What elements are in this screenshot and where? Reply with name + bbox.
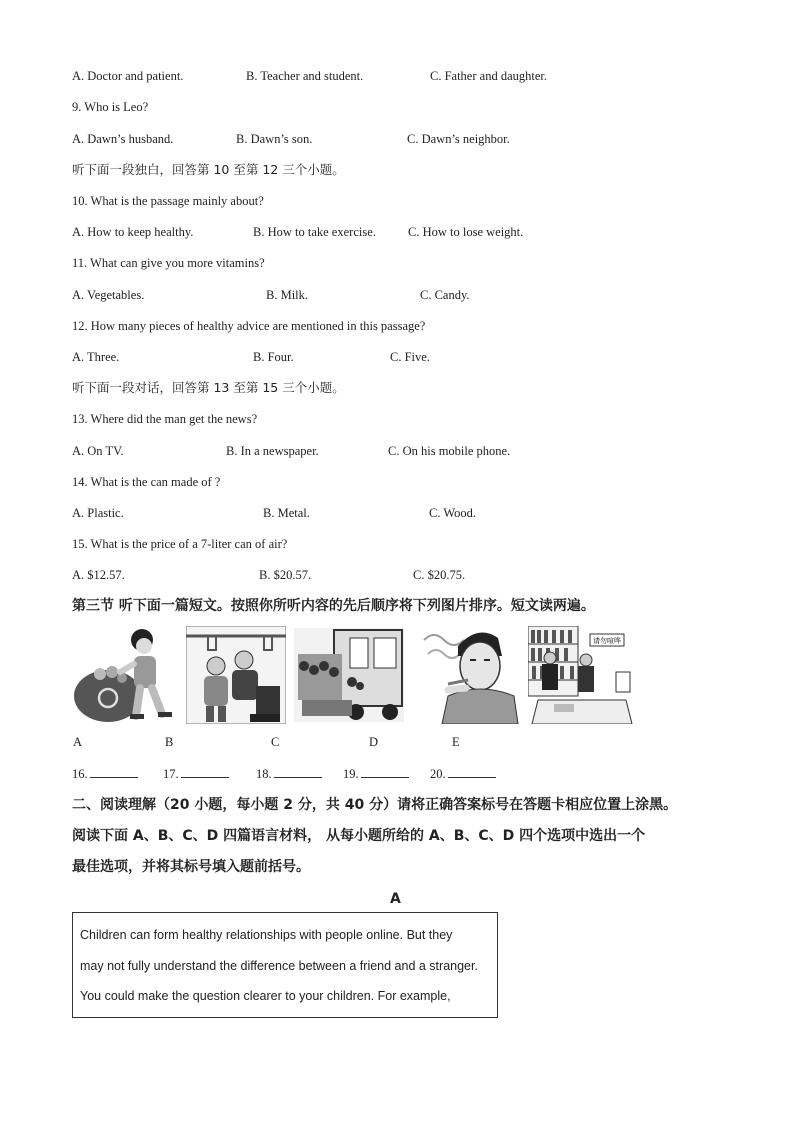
q14-stem: 14. What is the can made of ? xyxy=(72,475,221,489)
q13-option-b: B. In a newspaper. xyxy=(226,444,319,458)
answer-blank-17[interactable] xyxy=(163,766,229,782)
passage-label: A xyxy=(390,891,401,907)
q15-option-a: A. $12.57. xyxy=(72,568,125,582)
q8-option-b: B. Teacher and student. xyxy=(246,69,364,83)
section-note-dialogue: 听下面一段对话，回答第 13 至第 15 三个小题。 xyxy=(72,380,345,395)
part2-heading: 二、阅读理解（20 小题，每小题 2 分，共 40 分）请将正确答案标号在答题卡相应位置上涂黑。 xyxy=(72,797,678,813)
q12-option-b: B. Four. xyxy=(253,350,294,364)
picture-label-a: A xyxy=(73,735,83,749)
blank-number: 16. xyxy=(72,767,88,781)
part2-instruction-1: 阅读下面 A、B、C、D 四篇语言材料， 从每小题所给的 A、B、C、D 四个选项中选出一个 xyxy=(72,828,646,844)
q11-option-c: C. Candy. xyxy=(420,288,470,302)
picture-e-library xyxy=(528,626,636,724)
q9-stem: 9. Who is Leo? xyxy=(72,100,149,114)
answer-blank-20[interactable] xyxy=(430,766,496,782)
picture-a-recycling xyxy=(70,626,182,724)
picture-label-e: E xyxy=(452,735,460,749)
library-sign: 请勿喧哗 xyxy=(593,637,621,645)
picture-d-smoking xyxy=(418,626,520,724)
part2-instruction-2: 最佳选项，并将其标号填入题前括号。 xyxy=(72,859,310,875)
q10-option-b: B. How to take exercise. xyxy=(253,225,376,239)
q15-option-b: B. $20.57. xyxy=(259,568,312,582)
blank-number: 20. xyxy=(430,767,446,781)
q9-option-b: B. Dawn’s son. xyxy=(236,132,313,146)
q12-option-c: C. Five. xyxy=(390,350,430,364)
answer-blank-19[interactable] xyxy=(343,766,409,782)
q13-option-a: A. On TV. xyxy=(72,444,124,458)
q15-stem: 15. What is the price of a 7-liter can of air? xyxy=(72,537,288,551)
q14-option-b: B. Metal. xyxy=(263,506,310,520)
picture-label-c: C xyxy=(271,735,280,749)
q11-stem: 11. What can give you more vitamins? xyxy=(72,256,265,270)
picture-label-b: B xyxy=(165,735,174,749)
section3-heading: 第三节 听下面一篇短文。按照你所听内容的先后顺序将下列图片排序。短文读两遍。 xyxy=(72,598,595,614)
q8-option-a: A. Doctor and patient. xyxy=(72,69,184,83)
q13-option-c: C. On his mobile phone. xyxy=(388,444,511,458)
q12-stem: 12. How many pieces of healthy advice are mentioned in this passage? xyxy=(72,319,426,333)
q13-stem: 13. Where did the man get the news? xyxy=(72,412,258,426)
blank-number: 18. xyxy=(256,767,272,781)
picture-b-bus-seat xyxy=(186,626,286,724)
passage-line-1: Children can form healthy relationships with people online. But they xyxy=(80,928,453,942)
q9-option-c: C. Dawn’s neighbor. xyxy=(407,132,510,146)
section-note-monologue: 听下面一段独白，回答第 10 至第 12 三个小题。 xyxy=(72,162,345,177)
q15-option-c: C. $20.75. xyxy=(413,568,466,582)
answer-blank-16[interactable] xyxy=(72,766,138,782)
q12-option-a: A. Three. xyxy=(72,350,120,364)
q10-option-c: C. How to lose weight. xyxy=(408,225,524,239)
q9-option-a: A. Dawn’s husband. xyxy=(72,132,174,146)
blank-number: 19. xyxy=(343,767,359,781)
picture-c-bus-queue xyxy=(294,626,404,724)
passage-line-3: You could make the question clearer to your children. For example, xyxy=(80,989,451,1003)
q8-option-c: C. Father and daughter. xyxy=(430,69,547,83)
q10-stem: 10. What is the passage mainly about? xyxy=(72,194,264,208)
picture-label-d: D xyxy=(369,735,379,749)
answer-blank-18[interactable] xyxy=(256,766,322,782)
q14-option-c: C. Wood. xyxy=(429,506,477,520)
passage-line-2: may not fully understand the difference between a friend and a stranger. xyxy=(80,959,478,973)
q10-option-a: A. How to keep healthy. xyxy=(72,225,194,239)
blank-number: 17. xyxy=(163,767,179,781)
q14-option-a: A. Plastic. xyxy=(72,506,124,520)
q11-option-a: A. Vegetables. xyxy=(72,288,145,302)
q11-option-b: B. Milk. xyxy=(266,288,309,302)
